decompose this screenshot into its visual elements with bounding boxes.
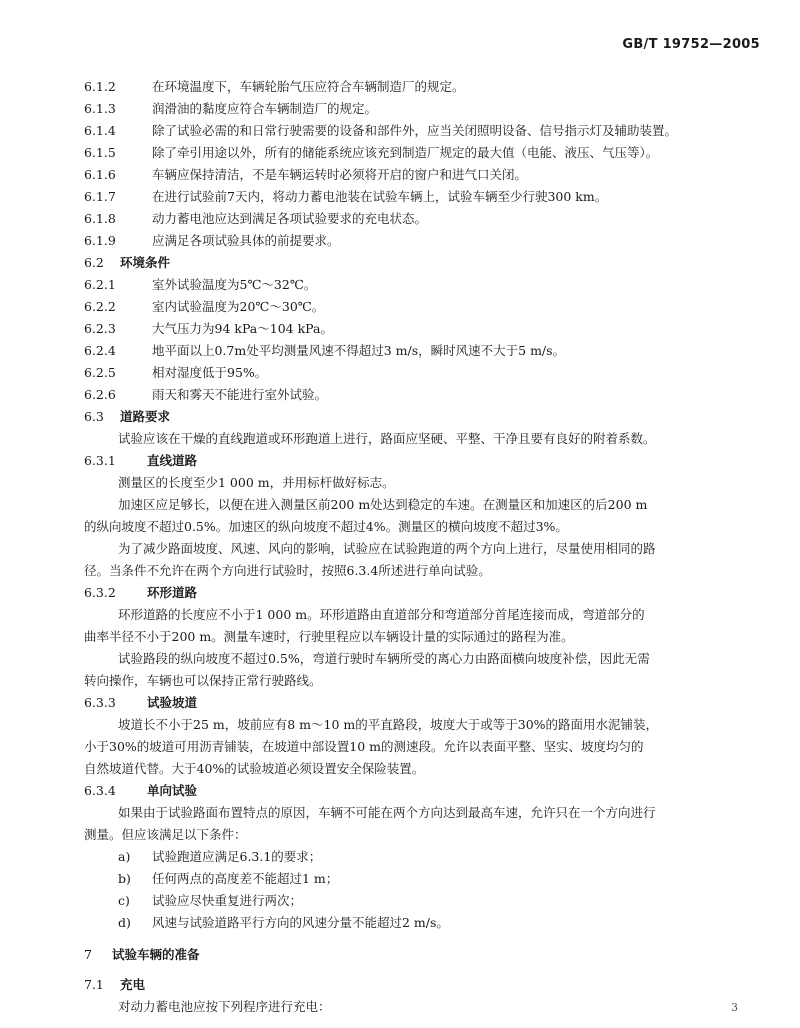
- paragraph-line: 测量区的长度至少1 000 m，并用标杆做好标志。: [118, 475, 395, 490]
- clause-6-1-2: 6.1.2 在环境温度下，车辆轮胎气压应符合车辆制造厂的规定。: [84, 79, 465, 94]
- chapter-7-heading: 7 试验车辆的准备: [84, 947, 200, 962]
- paragraph-line: 自然坡道代替。大于40%的试验坡道必须设置安全保险装置。: [84, 761, 425, 776]
- paragraph-line: 试验路段的纵向坡度不超过0.5%，弯道行驶时车辆所受的离心力由路面横向坡度补偿，因此无需: [118, 651, 650, 666]
- paragraph-line: 径。当条件不允许在两个方向进行试验时，按照6.3.4所述进行单向试验。: [84, 563, 491, 578]
- paragraph-line: 的纵向坡度不超过0.5%。加速区的纵向坡度不超过4%。测量区的横向坡度不超过3%。: [84, 519, 568, 534]
- list-item: d) 风速与试验道路平行方向的风速分量不能超过2 m/s。: [118, 915, 449, 930]
- paragraph-line: 测量。但应该满足以下条件：: [84, 827, 247, 842]
- paragraph-7-1: 对动力蓄电池应按下列程序进行充电：: [118, 999, 331, 1014]
- clause-6-2-5: 6.2.5 相对湿度低于95%。: [84, 365, 268, 380]
- paragraph-line: 坡道长不小于25 m，坡前应有8 m～10 m的平直路段，坡度大于或等于30%的路面用水泥铺装，: [118, 717, 659, 732]
- paragraph-line: 转向操作，车辆也可以保持正常行驶路线。: [84, 673, 322, 688]
- clause-6-1-6: 6.1.6 车辆应保持清洁，不是车辆运转时必须将开启的窗户和进气口关闭。: [84, 167, 528, 182]
- paragraph-6-3: 试验应该在干燥的直线跑道或环形跑道上进行，路面应坚硬、平整、干净且要有良好的附着系数。: [118, 431, 656, 446]
- clause-6-2-2: 6.2.2 室内试验温度为20℃～30℃。: [84, 299, 325, 314]
- clause-6-1-8: 6.1.8 动力蓄电池应达到满足各项试验要求的充电状态。: [84, 211, 428, 226]
- list-item: a) 试验跑道应满足6.3.1的要求；: [118, 849, 322, 864]
- clause-6-2-1: 6.2.1 室外试验温度为5℃～32℃。: [84, 277, 317, 292]
- clause-6-2-4: 6.2.4 地平面以上0.7m处平均测量风速不得超过3 m/s，瞬时风速不大于5 m/s。: [84, 343, 566, 358]
- clause-6-2-3: 6.2.3 大气压力为94 kPa～104 kPa。: [84, 321, 333, 336]
- clause-6-1-7: 6.1.7 在进行试验前7天内，将动力蓄电池装在试验车辆上，试验车辆至少行驶300 km。: [84, 189, 608, 204]
- paragraph-line: 如果由于试验路面布置特点的原因，车辆不可能在两个方向达到最高车速，允许只在一个方向进行: [118, 805, 656, 820]
- page-number: 3: [731, 1001, 738, 1014]
- paragraph-line: 加速区应足够长，以便在进入测量区前200 m处达到稳定的车速。在测量区和加速区的后200 m: [118, 497, 648, 512]
- standard-code-header: GB/T 19752—2005: [622, 37, 760, 52]
- section-7-1-heading: 7.1 充电: [84, 977, 146, 992]
- paragraph-line: 小于30%的坡道可用沥青铺装，在坡道中部设置10 m的测速段。允许以表面平整、坚实、坡度均匀的: [84, 739, 644, 754]
- paragraph-line: 环形道路的长度应不小于1 000 m。环形道路由直道部分和弯道部分首尾连接而成，弯道部分的: [118, 607, 645, 622]
- list-item: c) 试验应尽快重复进行两次；: [118, 893, 303, 908]
- clause-6-1-9: 6.1.9 应满足各项试验具体的前提要求。: [84, 233, 340, 248]
- clause-6-3-3-heading: 6.3.3 试验坡道: [84, 695, 198, 710]
- list-item: b) 任何两点的高度差不能超过1 m；: [118, 871, 339, 886]
- clause-6-1-4: 6.1.4 除了试验必需的和日常行驶需要的设备和部件外，应当关闭照明设备、信号指示灯及辅助装置。: [84, 123, 678, 138]
- clause-6-2-6: 6.2.6 雨天和雾天不能进行室外试验。: [84, 387, 328, 402]
- clause-6-1-5: 6.1.5 除了牵引用途以外，所有的储能系统应该充到制造厂规定的最大值（电能、液压、气压等）。: [84, 145, 659, 160]
- paragraph-line: 为了减少路面坡度、风速、风向的影响，试验应在试验跑道的两个方向上进行，尽量使用相同的路: [118, 541, 656, 556]
- paragraph-line: 曲率半径不小于200 m。测量车速时，行驶里程应以车辆设计量的实际通过的路程为准。: [84, 629, 574, 644]
- clause-6-1-3: 6.1.3 润滑油的黏度应符合车辆制造厂的规定。: [84, 101, 378, 116]
- clause-6-3-2-heading: 6.3.2 环形道路: [84, 585, 198, 600]
- clause-6-3-1-heading: 6.3.1 直线道路: [84, 453, 198, 468]
- section-6-3-heading: 6.3 道路要求: [84, 409, 171, 424]
- section-6-2-heading: 6.2 环境条件: [84, 255, 171, 270]
- clause-6-3-4-heading: 6.3.4 单向试验: [84, 783, 198, 798]
